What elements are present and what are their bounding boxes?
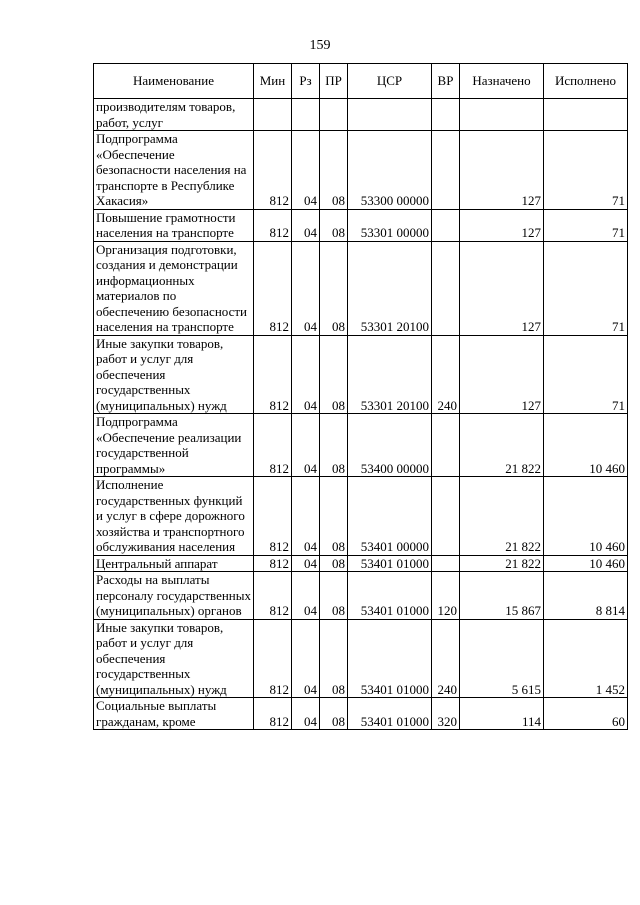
row-pr: 08 (320, 477, 348, 556)
row-executed: 1 452 (544, 619, 628, 698)
row-vr: 320 (432, 698, 460, 730)
row-csr: 53301 20100 (348, 335, 432, 414)
row-rz: 04 (292, 619, 320, 698)
table-row (94, 99, 628, 131)
row-pr: 08 (320, 335, 348, 414)
row-assigned: 21 822 (460, 555, 544, 572)
header-rz: Рз (292, 64, 320, 99)
row-assigned: 5 615 (460, 619, 544, 698)
row-csr (348, 99, 432, 131)
row-rz: 04 (292, 555, 320, 572)
row-min: 812 (254, 209, 292, 241)
row-executed: 60 (544, 698, 628, 730)
row-rz: 04 (292, 335, 320, 414)
header-pr: ПР (320, 64, 348, 99)
row-name: Организация подготовки, создания и демонстрации информационных материалов по обеспечению безопасности населения на транспорте (94, 241, 254, 335)
row-min: 812 (254, 335, 292, 414)
row-vr (432, 241, 460, 335)
row-rz: 04 (292, 698, 320, 730)
row-csr: 53301 00000 (348, 209, 432, 241)
row-pr: 08 (320, 619, 348, 698)
row-assigned: 21 822 (460, 477, 544, 556)
table-row (94, 131, 628, 210)
row-name: Иные закупки товаров, работ и услуг для обеспечения государственных (муниципальных) нужд (94, 619, 254, 698)
page-number: 159 (309, 38, 331, 53)
row-min: 812 (254, 131, 292, 210)
budget-table (93, 63, 628, 730)
row-executed (544, 99, 628, 131)
header-executed: Исполнено (544, 64, 628, 99)
table-row (94, 477, 628, 556)
row-pr (320, 99, 348, 131)
header-vr: ВР (432, 64, 460, 99)
row-csr: 53400 00000 (348, 414, 432, 477)
row-executed: 10 460 (544, 414, 628, 477)
table-row (94, 241, 628, 335)
row-name: Расходы на выплаты персоналу государственных (муниципальных) органов (94, 572, 254, 620)
row-csr: 53301 20100 (348, 241, 432, 335)
row-name: Центральный аппарат (94, 555, 254, 572)
table-row (94, 414, 628, 477)
row-rz: 04 (292, 131, 320, 210)
row-min (254, 99, 292, 131)
row-name: производителям товаров, работ, услуг (94, 99, 254, 131)
row-name: Подпрограмма «Обеспечение реализации государственной программы» (94, 414, 254, 477)
row-csr: 53401 01000 (348, 619, 432, 698)
row-assigned: 127 (460, 131, 544, 210)
row-min: 812 (254, 414, 292, 477)
row-pr: 08 (320, 572, 348, 620)
row-assigned: 114 (460, 698, 544, 730)
table-row (94, 209, 628, 241)
row-min: 812 (254, 619, 292, 698)
row-executed: 10 460 (544, 555, 628, 572)
row-name: Иные закупки товаров, работ и услуг для обеспечения государственных (муниципальных) нужд (94, 335, 254, 414)
row-rz: 04 (292, 414, 320, 477)
row-csr: 53401 01000 (348, 572, 432, 620)
row-csr: 53401 01000 (348, 698, 432, 730)
row-pr: 08 (320, 209, 348, 241)
row-vr (432, 131, 460, 210)
row-rz: 04 (292, 209, 320, 241)
row-assigned: 127 (460, 209, 544, 241)
table-row (94, 619, 628, 698)
row-rz: 04 (292, 572, 320, 620)
row-vr: 240 (432, 619, 460, 698)
row-executed: 8 814 (544, 572, 628, 620)
table-header-row (94, 64, 628, 99)
row-executed: 10 460 (544, 477, 628, 556)
row-vr (432, 209, 460, 241)
row-vr (432, 477, 460, 556)
row-executed: 71 (544, 335, 628, 414)
row-assigned: 127 (460, 335, 544, 414)
row-executed: 71 (544, 241, 628, 335)
row-assigned: 127 (460, 241, 544, 335)
row-name: Социальные выплаты гражданам, кроме (94, 698, 254, 730)
table-row (94, 335, 628, 414)
row-min: 812 (254, 698, 292, 730)
row-executed: 71 (544, 209, 628, 241)
row-rz (292, 99, 320, 131)
row-vr (432, 414, 460, 477)
header-csr: ЦСР (348, 64, 432, 99)
row-pr: 08 (320, 414, 348, 477)
row-pr: 08 (320, 698, 348, 730)
row-pr: 08 (320, 131, 348, 210)
row-assigned (460, 99, 544, 131)
row-pr: 08 (320, 555, 348, 572)
header-assigned: Назначено (460, 64, 544, 99)
row-min: 812 (254, 241, 292, 335)
row-csr: 53401 01000 (348, 555, 432, 572)
row-name: Исполнение государственных функций и услуг в сфере дорожного хозяйства и транспортного обслуживания населения (94, 477, 254, 556)
row-rz: 04 (292, 241, 320, 335)
header-name: Наименование (94, 64, 254, 99)
row-vr (432, 99, 460, 131)
row-assigned: 21 822 (460, 414, 544, 477)
row-assigned: 15 867 (460, 572, 544, 620)
row-vr: 120 (432, 572, 460, 620)
row-executed: 71 (544, 131, 628, 210)
row-vr: 240 (432, 335, 460, 414)
row-pr: 08 (320, 241, 348, 335)
row-csr: 53401 00000 (348, 477, 432, 556)
row-min: 812 (254, 477, 292, 556)
row-vr (432, 555, 460, 572)
header-min: Мин (254, 64, 292, 99)
row-name: Повышение грамотности населения на транспорте (94, 209, 254, 241)
row-min: 812 (254, 555, 292, 572)
row-min: 812 (254, 572, 292, 620)
row-name: Подпрограмма «Обеспечение безопасности населения на транспорте в Республике Хакасия» (94, 131, 254, 210)
table-row (94, 572, 628, 620)
table-row (94, 555, 628, 572)
row-csr: 53300 00000 (348, 131, 432, 210)
row-rz: 04 (292, 477, 320, 556)
table-row (94, 698, 628, 730)
